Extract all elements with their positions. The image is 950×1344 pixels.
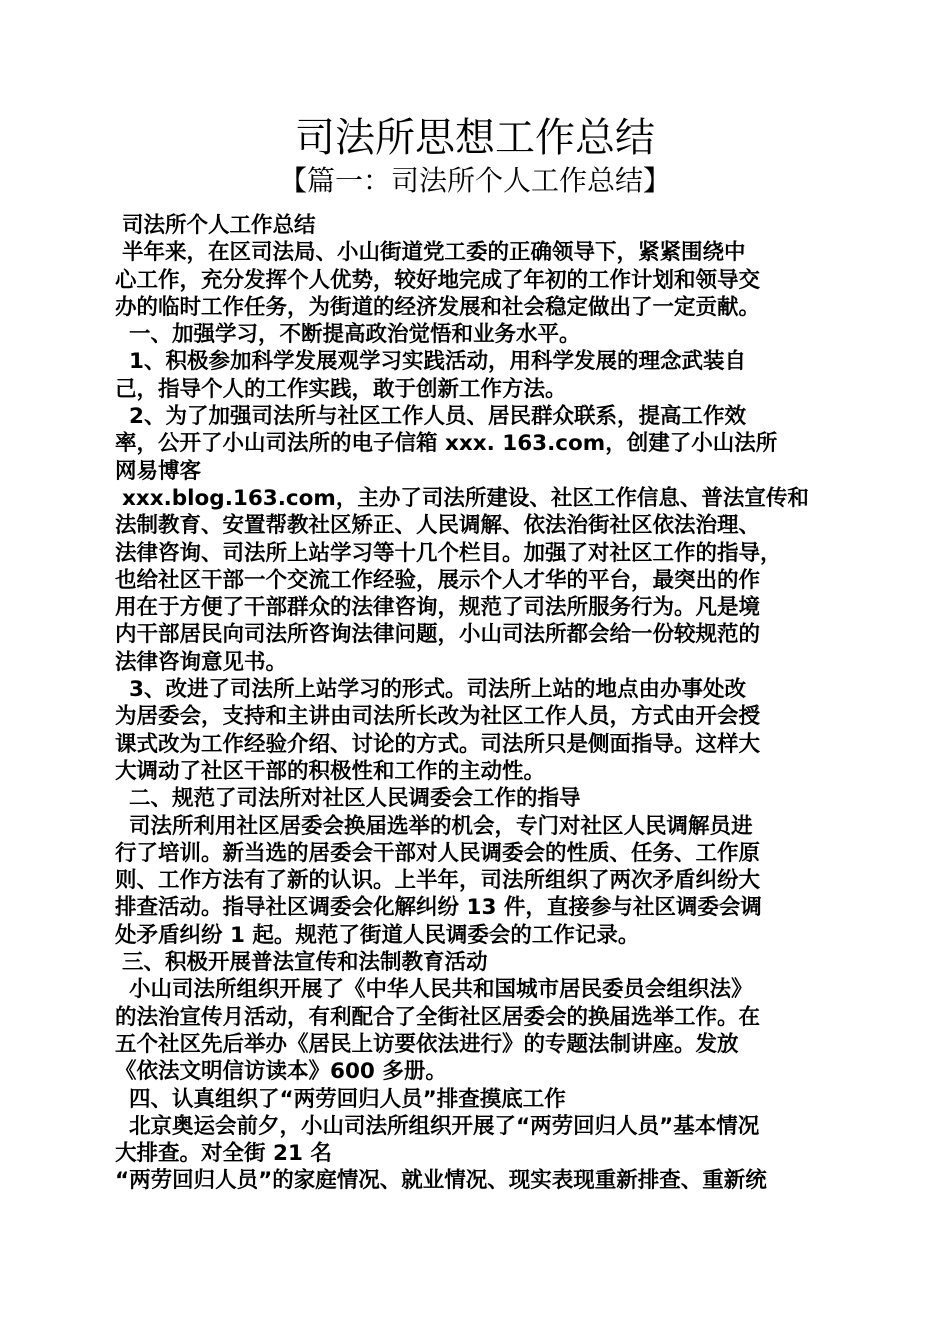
section-heading: 四、认真组织了“两劳回归人员”排查摸底工作 <box>129 1086 566 1112</box>
text-line: 课式改为工作经验介绍、讨论的方式。司法所只是侧面指导。这样大 <box>115 731 761 757</box>
text-line: “两劳回归人员”的家庭情况、就业情况、现实表现重新排查、重新统 <box>115 1168 767 1194</box>
document-body <box>115 212 840 1195</box>
text-line: 用在于方便了干部群众的法律咨询，规范了司法所服务行为。凡是境 <box>115 595 761 621</box>
document-title: 司法所思想工作总结 <box>295 115 655 161</box>
text-line: 1、积极参加科学发展观学习实践活动，用科学发展的理念武装自 <box>129 349 746 375</box>
text-line: 排查活动。指导社区调委会化解纠纷 13 件，直接参与社区调委会调 <box>115 895 762 921</box>
text-line: 法律咨询意见书。 <box>115 649 288 675</box>
text-line: 网易博客 <box>115 458 202 484</box>
text-line: 大排查。对全街 21 名 <box>115 1141 332 1167</box>
text-line: 法律咨询、司法所上站学习等十几个栏目。加强了对社区工作的指导， <box>115 540 782 566</box>
text-line: 率，公开了小山司法所的电子信箱 xxx. 163.com，创建了小山法所 <box>115 431 778 457</box>
text-line: 大调动了社区干部的积极性和工作的主动性。 <box>115 758 546 784</box>
text-line: 司法所利用社区居委会换届选举的机会，专门对社区人民调解员进 <box>129 813 753 839</box>
text-line: 法制教育、安置帮教社区矫正、人民调解、依法治街社区依法治理、 <box>115 513 761 539</box>
text-line: 3、改进了司法所上站学习的形式。司法所上站的地点由办事处改 <box>129 677 746 703</box>
text-line: 为居委会，支持和主讲由司法所长改为社区工作人员，方式由开会授 <box>115 704 761 730</box>
text-line: 内干部居民向司法所咨询法律问题，小山司法所都会给一份较规范的 <box>115 622 761 648</box>
section-heading: 司法所个人工作总结 <box>122 213 316 238</box>
text-line: 行了培训。新当选的居委会干部对人民调委会的性质、任务、工作原 <box>115 840 761 866</box>
text-line: 五个社区先后举办《居民上访要依法进行》的专题法制讲座。发放 <box>115 1031 739 1057</box>
text-line: 《依法文明信访读本》600 多册。 <box>115 1059 447 1085</box>
section-heading: 二、规范了司法所对社区人民调委会工作的指导 <box>129 786 581 812</box>
text-line: 心工作，充分发挥个人优势，较好地完成了年初的工作计划和领导交 <box>115 267 761 293</box>
text-line: 的法治宣传月活动，有利配合了全街社区居委会的换届选举工作。在 <box>115 1004 761 1030</box>
text-line: 北京奥运会前夕，小山司法所组织开展了“两劳回归人员”基本情况 <box>129 1113 760 1139</box>
text-line: 处矛盾纠纷 1 起。规范了街道人民调委会的工作记录。 <box>115 922 640 948</box>
section-heading: 一、加强学习，不断提高政治觉悟和业务水平。 <box>129 322 581 348</box>
text-line: 2、为了加强司法所与社区工作人员、居民群众联系，提高工作效 <box>129 404 746 430</box>
text-line: 则、工作方法有了新的认识。上半年，司法所组织了两次矛盾纠纷大 <box>115 868 761 894</box>
text-line: xxx.blog.163.com，主办了司法所建设、社区工作信息、普法宣传和 <box>122 485 809 511</box>
text-line: 己，指导个人的工作实践，敢于创新工作方法。 <box>115 376 567 402</box>
text-line: 办的临时工作任务，为街道的经济发展和社会稳定做出了一定贡献。 <box>115 294 761 320</box>
text-line: 小山司法所组织开展了《中华人民共和国城市居民委员会组织法》 <box>129 977 753 1003</box>
document-subtitle: 【篇一：司法所个人工作总结】 <box>278 164 671 197</box>
section-heading: 三、积极开展普法宣传和法制教育活动 <box>122 950 488 976</box>
text-line: 半年来，在区司法局、小山街道党工委的正确领导下，紧紧围绕中 <box>122 240 746 266</box>
text-line: 也给社区干部一个交流工作经验，展示个人才华的平台，最突出的作 <box>115 567 761 593</box>
